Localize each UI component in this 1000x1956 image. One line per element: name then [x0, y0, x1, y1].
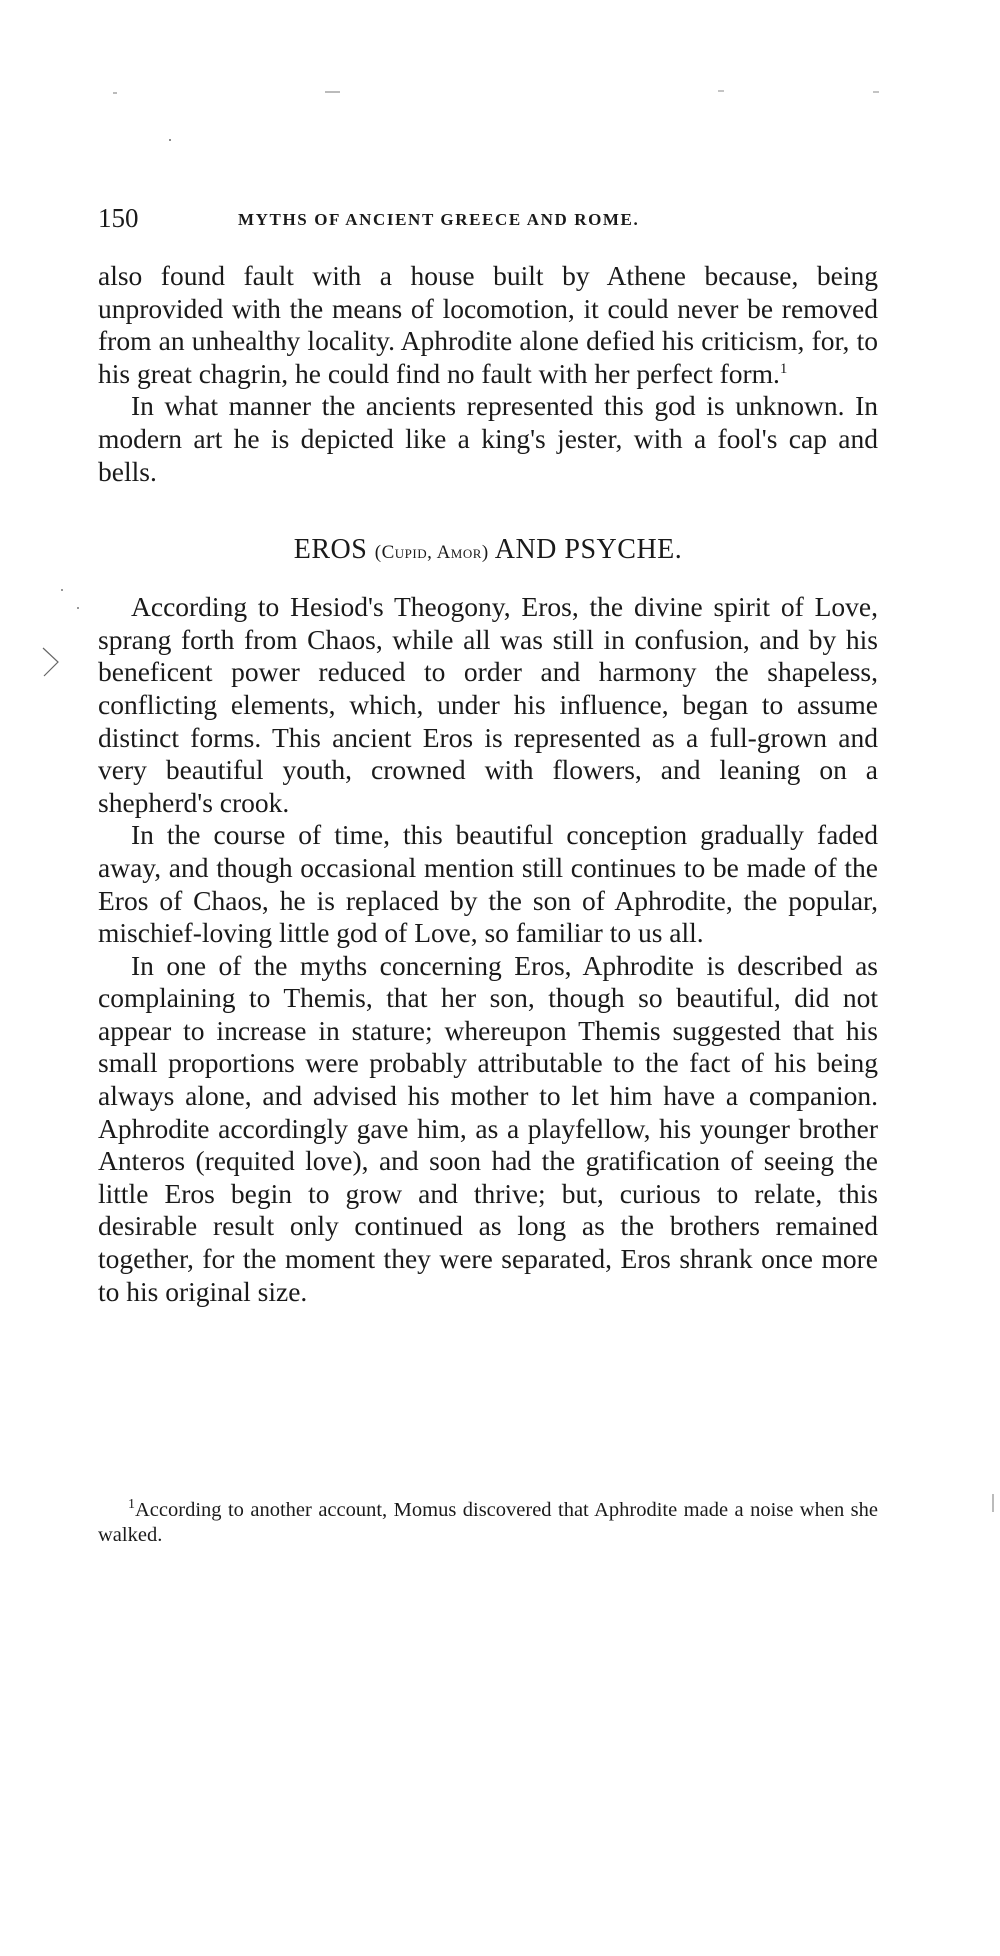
- paragraph: In the course of time, this beautiful conception gradually faded away, and though occasional mention still continues to be made of the Eros of Chaos, he is replaced by the son of Aphrodite, the popular, mischief-loving little god of Love, so familiar to us all.: [98, 819, 878, 949]
- section-heading: [98, 530, 878, 573]
- body-text: [98, 260, 878, 1308]
- footnote-marker: 1: [128, 1497, 135, 1513]
- paragraph-continued: [98, 260, 878, 390]
- section-title-main: EROS: [293, 534, 368, 566]
- section-title-rest: AND PSYCHE.: [494, 534, 683, 566]
- running-head: MYTHS OF ANCIENT GREECE AND ROME.: [238, 210, 640, 229]
- page-number: 150: [98, 203, 139, 233]
- page-header: [98, 198, 878, 238]
- footnote: [98, 1498, 878, 1548]
- footnote-text: According to another account, Momus discovered that Aphrodite made a noise when she walked.: [98, 1499, 878, 1546]
- paragraph-text: also found fault with a house built by Athene because, being unprovided with the means of locomotion, it could never be removed from an unhealthy locality. Aphrodite alone defied his criticism, for, to his great chagrin, he could find no fault with her perfect form.: [98, 260, 878, 389]
- paragraph: According to Hesiod's Theogony, Eros, the divine spirit of Love, sprang forth from Chaos, while all was still in confusion, and by his beneficent power reduced to order and harmony the shapeless, conflicting elements, which, under his influence, began to assume distinct forms. This ancient Eros is represented as a full-grown and very beautiful youth, crowned with flowers, and leaning on a shepherd's crook.: [98, 591, 878, 818]
- section-title-alternate-names: (Cupid, Amor): [374, 542, 489, 564]
- paragraph: In one of the myths concerning Eros, Aphrodite is described as complaining to Themis, that her son, though so beautiful, did not appear to increase in stature; whereupon Themis suggested that his small proportions were probably attributable to the fact of his being always alone, and advised his mother to let him have a companion. Aphrodite accordingly gave him, as a playfellow, his younger brother Anteros (requited love), and soon had the gratification of seeing the little Eros begin to grow and thrive; but, curious to relate, this desirable result only continued as long as the brothers remained together, for the moment they were separated, Eros shrank once more to his original size.: [98, 949, 878, 1307]
- footnote-reference: 1: [779, 360, 788, 377]
- paragraph: In what manner the ancients represented this god is unknown. In modern art he is depicted like a king's jester, with a fool's cap and bells.: [98, 390, 878, 487]
